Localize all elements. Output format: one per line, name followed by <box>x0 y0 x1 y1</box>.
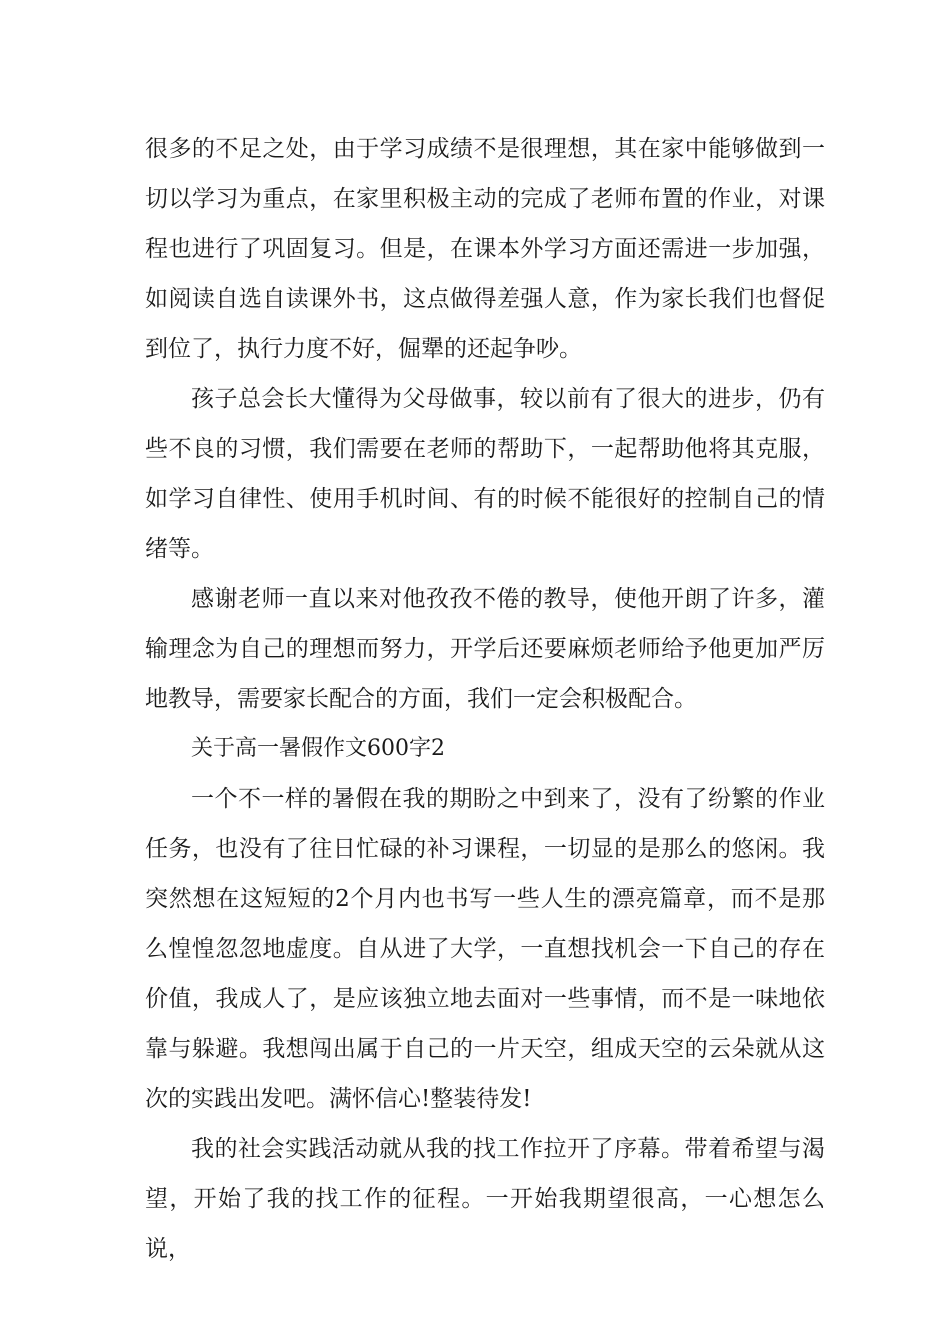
document-body <box>145 124 825 1274</box>
paragraph: 一个不一样的暑假在我的期盼之中到来了，没有了纷繁的作业任务，也没有了往日忙碌的补习课程，一切显的是那么的悠闲。我突然想在这短短的2个月内也书写一些人生的漂亮篇章，而不是那么惶惶忽忽地虚度。自从进了大学，一直想找机会一下自己的存在价值，我成人了，是应该独立地去面对一些事情，而不是一味地依靠与躲避。我想闯出属于自己的一片天空，组成天空的云朵就从这次的实践出发吧。满怀信心!整装待发! <box>145 786 825 1112</box>
paragraph: 我的社会实践活动就从我的找工作拉开了序幕。带着希望与渴望，开始了我的找工作的征程。一开始我期望很高，一心想怎么说， <box>145 1136 825 1262</box>
paragraph: 孩子总会长大懂得为父母做事，较以前有了很大的进步，仍有些不良的习惯，我们需要在老师的帮助下，一起帮助他将其克服，如学习自律性、使用手机时间、有的时候不能很好的控制自己的情绪等。 <box>145 386 825 562</box>
paragraph-continued: 很多的不足之处，由于学习成绩不是很理想，其在家中能够做到一切以学习为重点，在家里积极主动的完成了老师布置的作业，对课程也进行了巩固复习。但是，在课本外学习方面还需进一步加强，如阅读自选自读课外书，这点做得差强人意，作为家长我们也督促到位了，执行力度不好，倔犟的还起争吵。 <box>145 136 825 362</box>
paragraph: 感谢老师一直以来对他孜孜不倦的教导，使他开朗了许多，灌输理念为自己的理想而努力，开学后还要麻烦老师给予他更加严厉地教导，需要家长配合的方面，我们一定会积极配合。 <box>145 586 825 712</box>
section-heading: 关于高一暑假作文600字2 <box>191 736 445 761</box>
